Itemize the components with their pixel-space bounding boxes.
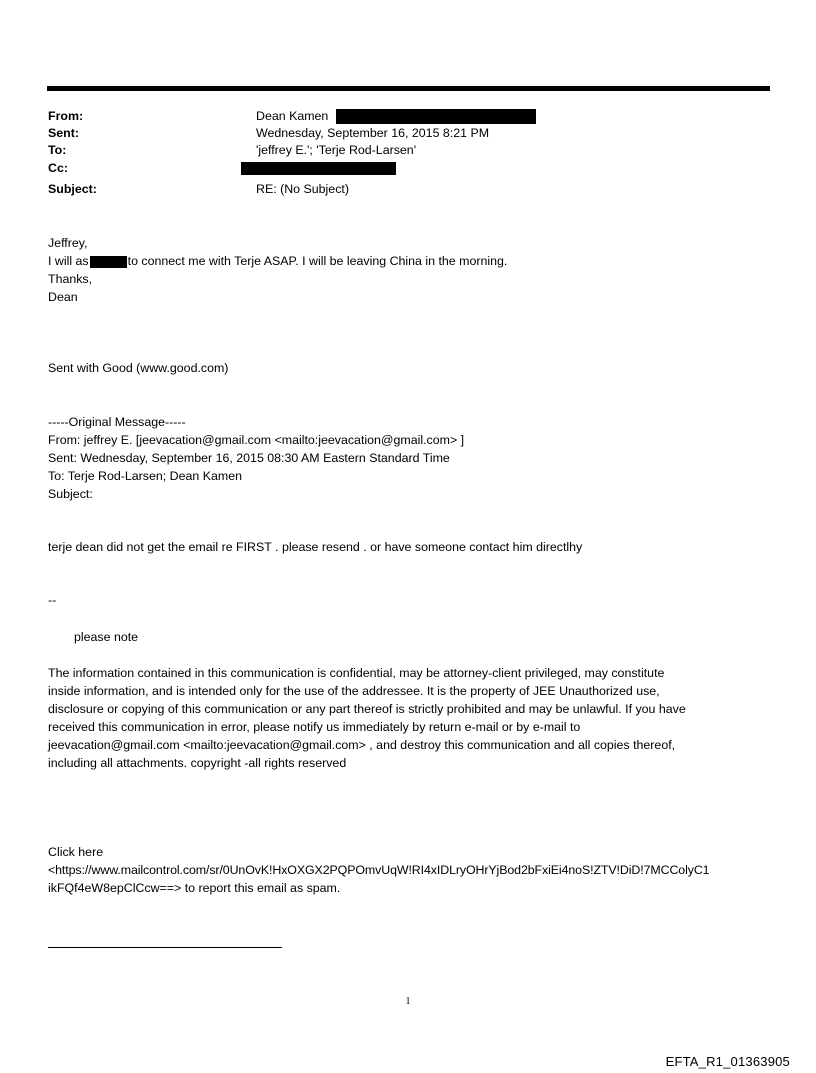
reply-line-1-before: I will as bbox=[48, 254, 89, 268]
from-value bbox=[256, 108, 536, 124]
disclaimer-note: please note bbox=[74, 630, 139, 644]
spam-url-line-2: ikFQf4eW8epClCcw==> to report this email as spam. bbox=[48, 881, 341, 895]
reply-line-1 bbox=[48, 253, 507, 269]
reply-signature: Dean bbox=[48, 290, 78, 304]
disclaimer-line-3: disclosure or copying of this communication or any part thereof is strictly prohibited and may be unlawful. If you have bbox=[48, 702, 686, 716]
original-divider: -----Original Message----- bbox=[48, 415, 186, 429]
header-top-rule bbox=[47, 86, 770, 91]
original-body: terje dean did not get the email re FIRST . please resend . or have someone contact him directlhy bbox=[48, 540, 583, 554]
reply-thanks: Thanks, bbox=[48, 272, 93, 286]
spam-url-line-1: <https://www.mailcontrol.com/sr/0UnOvK!HxOXGX2PQPOmvUqW!RI4xIDLryOHrYjBod2bFxiEi4noS!ZTV!DiD!7MCColyC1 bbox=[48, 863, 710, 877]
from-label: From: bbox=[48, 109, 84, 123]
cc-label: Cc: bbox=[48, 161, 68, 175]
document-id: EFTA_R1_01363905 bbox=[665, 1054, 790, 1069]
to-value: 'jeffrey E.'; 'Terje Rod-Larsen' bbox=[256, 143, 417, 157]
reply-greeting: Jeffrey, bbox=[48, 236, 88, 250]
subject-label: Subject: bbox=[48, 182, 97, 196]
from-name: Dean Kamen bbox=[256, 109, 329, 123]
original-subject: Subject: bbox=[48, 487, 93, 501]
footnote-rule bbox=[48, 947, 282, 948]
spam-click-here: Click here bbox=[48, 845, 104, 859]
disclaimer-dashes: -- bbox=[48, 593, 57, 607]
disclaimer-line-5: jeevacation@gmail.com <mailto:jeevacation@gmail.com> , and destroy this communication and all copies thereof, bbox=[48, 738, 676, 752]
sent-value: Wednesday, September 16, 2015 8:21 PM bbox=[256, 126, 490, 140]
to-label: To: bbox=[48, 143, 67, 157]
disclaimer-line-6: including all attachments. copyright -all rights reserved bbox=[48, 756, 347, 770]
disclaimer-line-4: received this communication in error, please notify us immediately by return e-mail or by e-mail to bbox=[48, 720, 581, 734]
reply-line-1-after: to connect me with Terje ASAP. I will be leaving China in the morning. bbox=[127, 254, 508, 268]
redaction-cc bbox=[241, 162, 396, 175]
redaction-inline bbox=[90, 256, 127, 268]
original-from: From: jeffrey E. [jeevacation@gmail.com <mailto:jeevacation@gmail.com> ] bbox=[48, 433, 465, 447]
sent-label: Sent: bbox=[48, 126, 79, 140]
page-number: 1 bbox=[405, 996, 411, 1007]
redaction-from-email bbox=[336, 109, 536, 124]
original-sent: Sent: Wednesday, September 16, 2015 08:30 AM Eastern Standard Time bbox=[48, 451, 450, 465]
original-to: To: Terje Rod-Larsen; Dean Kamen bbox=[48, 469, 242, 483]
subject-value: RE: (No Subject) bbox=[256, 182, 349, 196]
disclaimer-line-2: inside information, and is intended only for the use of the addressee. It is the property of JEE Unauthorized use, bbox=[48, 684, 660, 698]
sent-with-line: Sent with Good (www.good.com) bbox=[48, 361, 229, 375]
disclaimer-line-1: The information contained in this communication is confidential, may be attorney-client privileged, may constitute bbox=[48, 666, 665, 680]
